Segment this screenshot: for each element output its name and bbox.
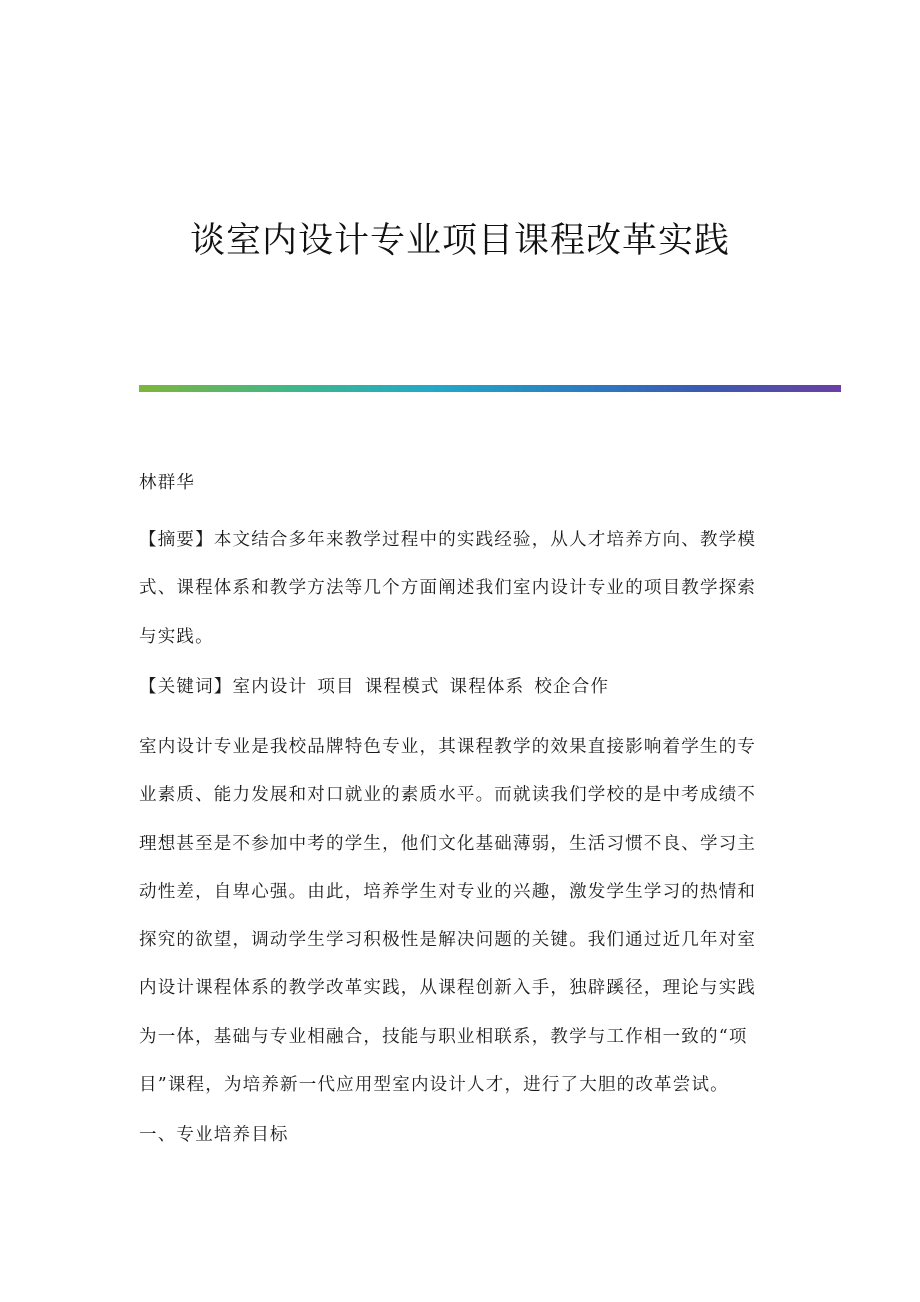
keyword-item: 室内设计 [232,677,308,697]
keywords-label: 【关键词】 [139,677,233,697]
title-divider [139,385,841,392]
keyword-item: 校企合作 [534,677,610,697]
intro-paragraph: 室内设计专业是我校品牌特色专业，其课程教学的效果直接影响着学生的专业素质、能力发展和对口就业的素质水平。而就读我们学校的是中考成绩不理想甚至是不参加中考的学生，他们文化基础薄弱，生活习惯不良、学习主动性差，自卑心强。由此，培养学生对专业的兴趣，激发学生学习的热情和探究的欲望，调动学生学习积极性是解决问题的关键。我们通过近几年对室内设计课程体系的教学改革实践，从课程创新入手，独辟蹊径，理论与实践为一体，基础与专业相融合，技能与职业相联系，教学与工作相一致的“项目”课程，为培养新一代应用型室内设计人才，进行了大胆的改革尝试。 [139,737,757,1096]
abstract-label: 【摘要】 [139,530,214,550]
keywords-paragraph [139,663,771,711]
abstract-paragraph [139,516,771,661]
author-name: 林群华 [139,473,196,493]
document-title: 谈室内设计专业项目课程改革实践 [189,221,730,261]
section-heading: 一、专业培养目标 [139,1125,289,1145]
keyword-item: 课程模式 [364,677,440,697]
abstract-text: 本文结合多年来教学过程中的实践经验，从人才培养方向、教学模式、课程体系和教学方法等几个方面阐述我们室内设计专业的项目教学探索与实践。 [139,530,757,647]
keyword-item: 课程体系 [449,677,525,697]
keyword-item: 项目 [317,677,355,697]
